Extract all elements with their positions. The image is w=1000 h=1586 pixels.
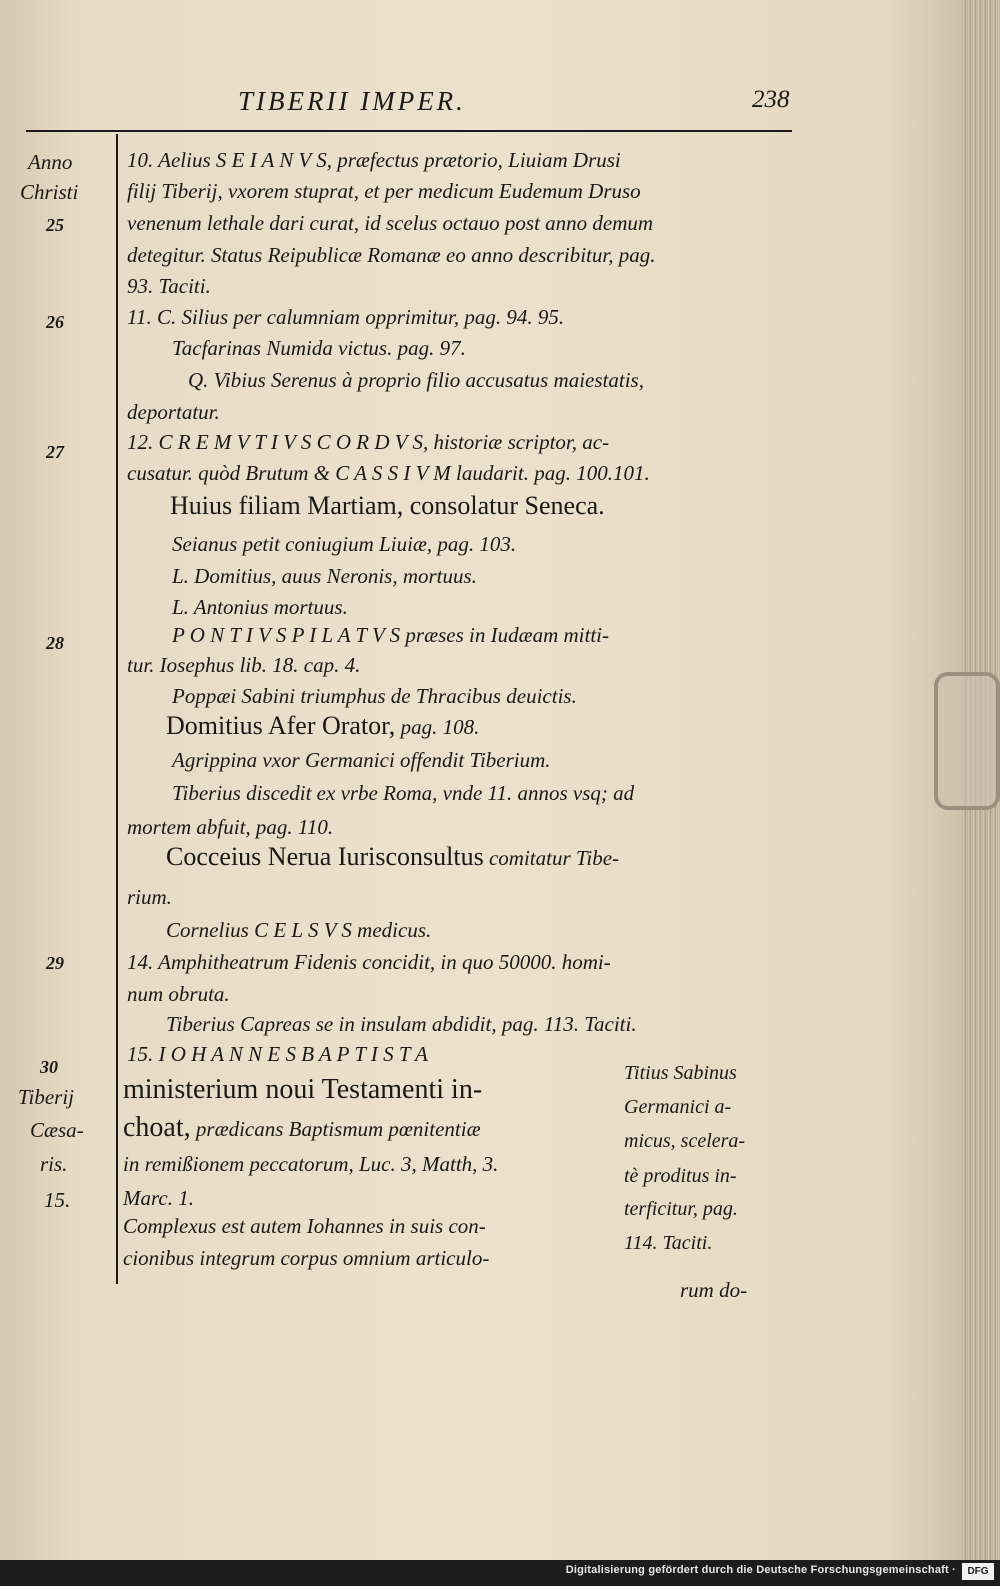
text-line: 15. I O H A N N E S B A P T I S T A <box>127 1042 428 1066</box>
text-line: detegitur. Status Reipublicæ Romanæ eo anno describitur, pag. <box>127 243 656 267</box>
side-note-line: micus, scelera- <box>624 1130 746 1152</box>
side-note-line: Germanici a- <box>624 1096 732 1118</box>
text-line <box>166 842 619 872</box>
header-rule <box>26 130 792 132</box>
text-line: Q. Vibius Serenus à proprio filio accusatus maiestatis, <box>188 368 644 392</box>
text-line: mortem abfuit, pag. 110. <box>127 815 334 839</box>
margin-year-28: 28 <box>46 633 64 653</box>
side-note-line: Titius Sabinus <box>624 1062 737 1084</box>
text-line: rium. <box>127 885 172 909</box>
margin-ris: ris. <box>40 1152 68 1176</box>
text-line: cionibus integrum corpus omnium articulo- <box>123 1246 490 1270</box>
text-line: venenum lethale dari curat, id scelus octauo post anno demum <box>127 211 654 235</box>
side-note-line: tè proditus in- <box>624 1165 737 1187</box>
side-note-line: 114. Taciti. <box>624 1232 713 1254</box>
text-line: Tiberius discedit ex vrbe Roma, vnde 11. annos vsq; ad <box>172 781 635 805</box>
text-line: tur. Iosephus lib. 18. cap. 4. <box>127 653 361 677</box>
catchword: rum do- <box>680 1278 748 1302</box>
text-roman: Cocceius Nerua Iurisconsultus <box>166 842 484 871</box>
text-line <box>166 711 479 741</box>
text-line: 10. Aelius S E I A N V S, præfectus prætorio, Liuiam Drusi <box>127 148 621 172</box>
text-line: Tacfarinas Numida victus. pag. 97. <box>172 336 466 360</box>
text-line: Complexus est autem Iohannes in suis con- <box>123 1214 486 1238</box>
text-line: num obruta. <box>127 982 230 1006</box>
margin-caesa: Cæsa- <box>30 1118 84 1142</box>
text-line: L. Antonius mortuus. <box>172 595 348 619</box>
text-roman: Domitius Afer Orator, <box>166 711 396 740</box>
text-line: Huius filiam Martiam, consolatur Seneca. <box>170 491 605 520</box>
text-line: Tiberius Capreas se in insulam abdidit, pag. 113. Taciti. <box>166 1012 637 1036</box>
margin-tiberij: Tiberij <box>18 1085 75 1109</box>
text-line: 93. Taciti. <box>127 274 211 298</box>
text-line: ministerium noui Testamenti in- <box>123 1074 483 1105</box>
text-line: 11. C. Silius per calumniam opprimitur, pag. 94. 95. <box>127 305 565 329</box>
page-number: 238 <box>752 86 790 113</box>
text-line: P O N T I V S P I L A T V S præses in Iudæam mitti- <box>172 623 610 647</box>
margin-anno: Anno <box>28 150 73 174</box>
running-head: TIBERII IMPER. <box>238 86 466 116</box>
margin-year-30: 30 <box>40 1057 58 1077</box>
margin-year-26: 26 <box>46 312 64 332</box>
text-italic: pag. 108. <box>400 715 480 739</box>
margin-year-25: 25 <box>46 215 64 235</box>
dfg-logo: DFG <box>962 1563 994 1580</box>
text-italic: comitatur Tibe- <box>488 846 620 870</box>
text-line: Agrippina vxor Germanici offendit Tiberium. <box>172 748 551 772</box>
text-line: L. Domitius, auus Neronis, mortuus. <box>172 564 477 588</box>
text-line: cusatur. quòd Brutum & C A S S I V M laudarit. pag. 100.101. <box>127 461 650 485</box>
text-line: 12. C R E M V T I V S C O R D V S, historiæ scriptor, ac- <box>127 430 610 454</box>
margin-christi: Christi <box>20 180 79 204</box>
text-italic: prædicans Baptismum pœnitentiæ <box>195 1117 481 1141</box>
side-note-line: terficitur, pag. <box>624 1198 738 1220</box>
funding-credit: Digitalisierung gefördert durch die Deutsche Forschungsgemeinschaft · <box>565 1564 956 1576</box>
text-line: in remißionem peccatorum, Luc. 3, Matth, 3. <box>123 1152 499 1176</box>
text-line: Cornelius C E L S V S medicus. <box>166 918 432 942</box>
text-line <box>123 1112 481 1144</box>
margin-column-rule <box>116 134 118 1284</box>
text-line: 14. Amphitheatrum Fidenis concidit, in quo 50000. homi- <box>127 950 611 974</box>
text-line: Marc. 1. <box>123 1186 194 1210</box>
text-line: Seianus petit coniugium Liuiæ, pag. 103. <box>172 532 517 556</box>
page-clip <box>934 672 1000 810</box>
text-line: deportatur. <box>127 400 220 424</box>
text-roman: choat, <box>123 1112 191 1143</box>
margin-15: 15. <box>44 1188 71 1212</box>
text-line: filij Tiberij, vxorem stuprat, et per medicum Eudemum Druso <box>127 179 641 203</box>
margin-year-29: 29 <box>46 953 64 973</box>
margin-year-27: 27 <box>46 442 64 462</box>
text-line: Poppæi Sabini triumphus de Thracibus deuictis. <box>172 684 577 708</box>
